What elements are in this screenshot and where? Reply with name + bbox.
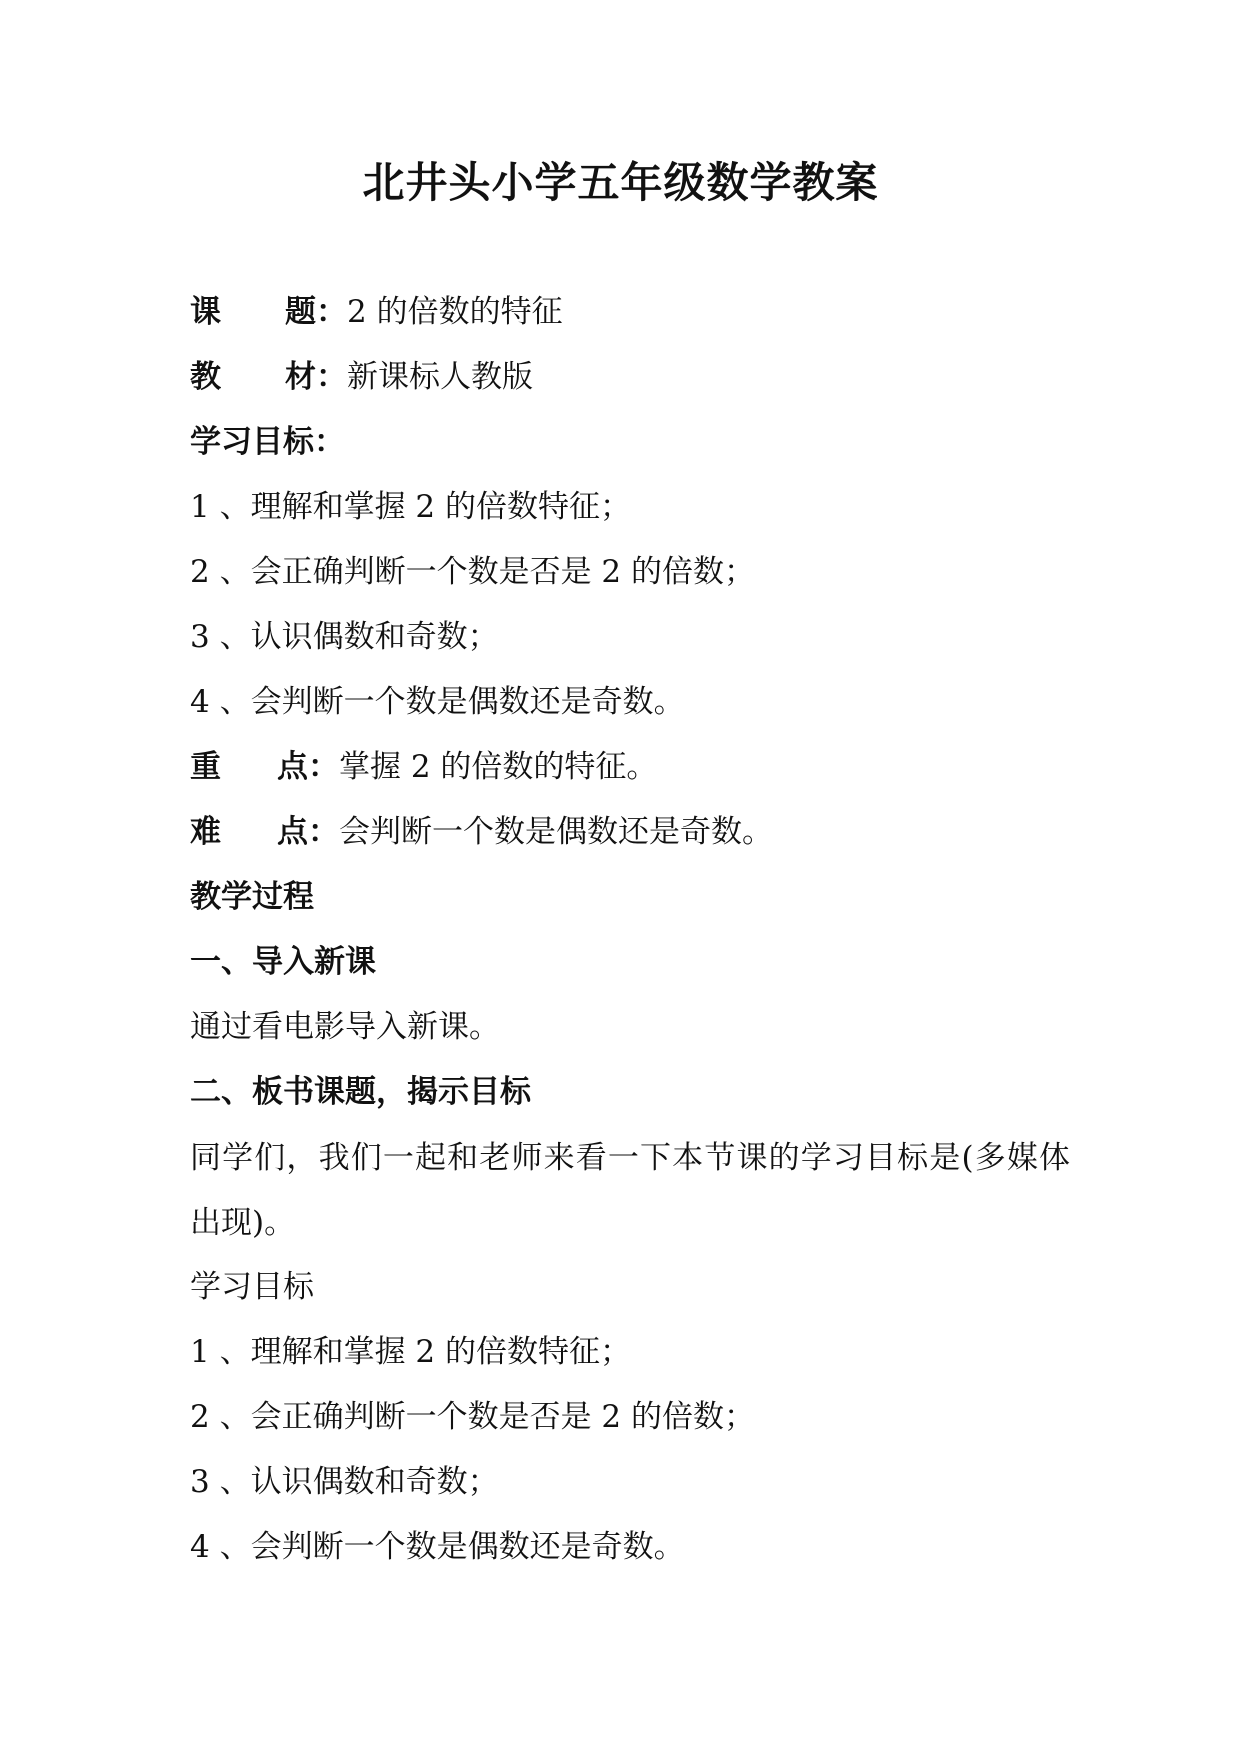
section2-item: 3 、认识偶数和奇数； <box>190 1464 499 1500</box>
keypoint-label-a: 重 <box>190 749 221 785</box>
difficulty-value: 会判断一个数是偶数还是奇数。 <box>339 814 773 850</box>
topic-value: 2 的倍数的特征 <box>347 294 563 330</box>
topic-label-a: 课 <box>190 294 221 330</box>
topic-row <box>190 291 563 333</box>
keypoint-row <box>190 746 657 788</box>
section2-sub-heading: 学习目标 <box>190 1269 314 1305</box>
topic-label-b: 题： <box>285 294 347 330</box>
section2-heading: 二、板书课题，揭示目标 <box>190 1074 531 1110</box>
difficulty-row <box>190 811 773 853</box>
keypoint-value: 掌握 2 的倍数的特征。 <box>339 749 658 785</box>
difficulty-label-a: 难 <box>190 814 221 850</box>
objectives-heading: 学习目标： <box>190 424 345 460</box>
section2-item: 4 、会判断一个数是偶数还是奇数。 <box>190 1529 685 1565</box>
section1-heading: 一、导入新课 <box>190 944 376 980</box>
difficulty-label-b: 点： <box>277 814 339 850</box>
section2-item: 2 、会正确判断一个数是否是 2 的倍数； <box>190 1399 756 1435</box>
keypoint-label-b: 点： <box>277 749 339 785</box>
textbook-label-a: 教 <box>190 359 221 395</box>
textbook-row <box>190 356 533 398</box>
textbook-label-b: 材： <box>285 359 347 395</box>
section2-text: 同学们，我们一起和老师来看一下本节课的学习目标是(多媒体出现)。 <box>190 1140 1070 1241</box>
objective-item: 4 、会判断一个数是偶数还是奇数。 <box>190 684 685 720</box>
objective-item: 3 、认识偶数和奇数； <box>190 619 499 655</box>
section2-item: 1 、理解和掌握 2 的倍数特征； <box>190 1334 632 1370</box>
section1-text: 通过看电影导入新课。 <box>190 1009 500 1045</box>
objective-item: 1 、理解和掌握 2 的倍数特征； <box>190 489 632 525</box>
process-heading: 教学过程 <box>190 879 314 915</box>
textbook-value: 新课标人教版 <box>347 359 533 395</box>
objective-item: 2 、会正确判断一个数是否是 2 的倍数； <box>190 554 756 590</box>
page-title: 北井头小学五年级数学教案 <box>362 158 879 207</box>
